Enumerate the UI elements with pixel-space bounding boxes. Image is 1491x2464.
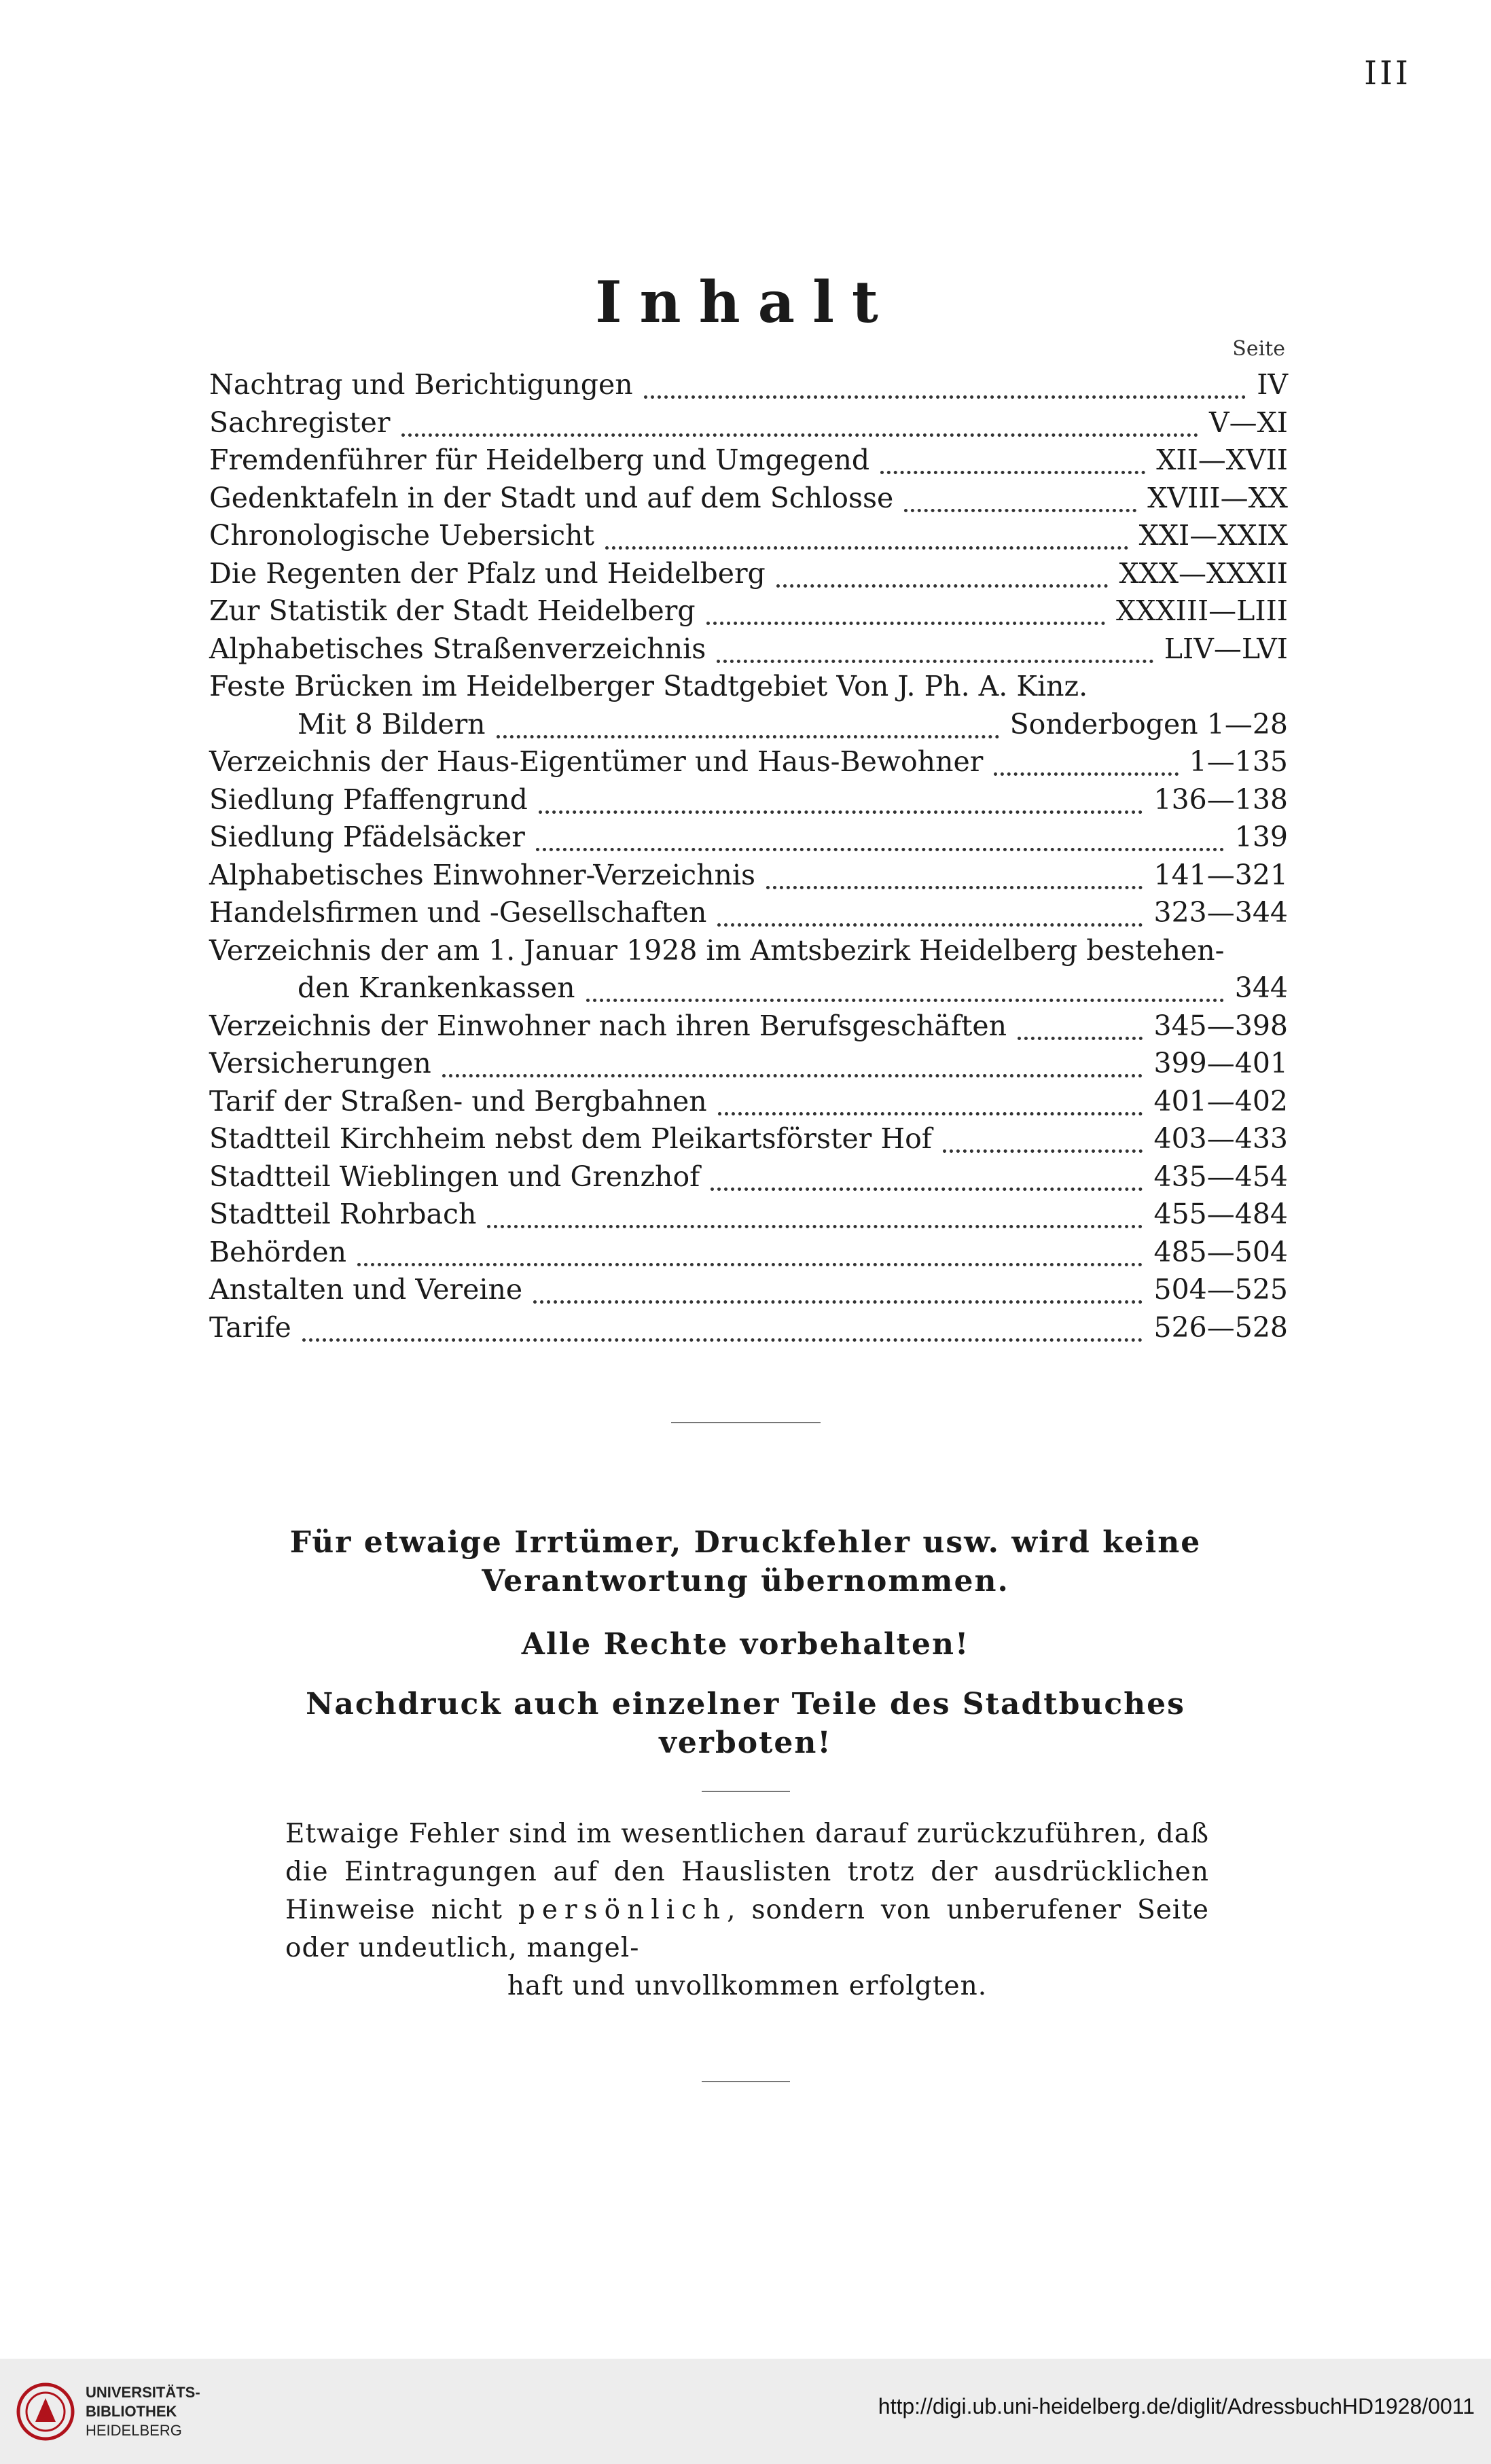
toc-entry-label: Anstalten und Vereine	[209, 1273, 523, 1306]
library-name-line: BIBLIOTHEK	[86, 2403, 177, 2420]
toc-entry-pages: XVIII—XX	[1147, 481, 1288, 514]
seite-column-label: Seite	[1232, 337, 1285, 361]
leader-dots	[994, 763, 1178, 776]
notice-line: verboten!	[659, 1726, 832, 1760]
toc-entry-label: Alphabetisches Einwohner-Verzeichnis	[209, 858, 756, 891]
toc-entry-pages: 401—402	[1153, 1084, 1288, 1118]
toc-entry-label: Die Regenten der Pfalz und Heidelberg	[209, 556, 766, 590]
toc-entry-pages: 136—138	[1153, 783, 1288, 816]
toc-entry-pages: 504—525	[1153, 1273, 1288, 1306]
toc-entry	[209, 368, 1288, 406]
leader-dots	[1018, 1027, 1143, 1040]
toc-entry	[209, 745, 1288, 783]
toc-entry	[209, 557, 1288, 595]
leader-dots	[487, 1215, 1143, 1228]
toc-entry	[209, 594, 1288, 632]
leader-dots	[536, 838, 1224, 851]
leader-dots	[717, 914, 1143, 927]
toc-entry	[209, 1236, 1288, 1274]
leader-dots	[497, 726, 999, 738]
toc-entry-pages: XXX—XXXII	[1119, 556, 1288, 590]
toc-entry-label: Siedlung Pfädelsäcker	[209, 821, 525, 853]
toc-entry	[209, 444, 1288, 482]
toc-entry-pages: 485—504	[1153, 1235, 1288, 1268]
leader-dots	[706, 612, 1105, 625]
toc-entry-label: den Krankenkassen	[298, 971, 575, 1004]
toc-entry	[209, 1311, 1288, 1349]
toc-entry-pages: Sonderbogen 1—28	[1009, 707, 1288, 740]
page-number: III	[1364, 54, 1411, 92]
toc-entry	[209, 896, 1288, 934]
toc-entry	[209, 482, 1288, 520]
toc-entry	[209, 1122, 1288, 1160]
toc-entry-label: Feste Brücken im Heidelberger Stadtgebiet Von J. Ph. A. Kinz.	[209, 670, 1088, 702]
toc-entry-label: Sachregister	[209, 406, 391, 439]
toc-entry	[209, 821, 1288, 859]
toc-entry-pages: 345—398	[1153, 1009, 1288, 1042]
toc-entry	[209, 859, 1288, 897]
leader-dots	[644, 386, 1246, 399]
source-url-link[interactable]: http://digi.ub.uni-heidelberg.de/diglit/AdressbuchHD1928/0011	[878, 2394, 1475, 2418]
toc-entry-pages: 455—484	[1153, 1198, 1288, 1230]
leader-dots	[605, 537, 1128, 550]
toc-entry-label: Behörden	[209, 1235, 346, 1268]
toc-entry-label: Verzeichnis der Einwohner nach ihren Berufsgeschäften	[209, 1009, 1007, 1042]
table-of-contents	[209, 330, 1288, 1349]
leader-dots	[776, 575, 1109, 588]
toc-entry	[209, 1160, 1288, 1198]
leader-dots	[904, 499, 1136, 512]
toc-entry	[209, 1085, 1288, 1123]
toc-entry-pages: 435—454	[1153, 1160, 1288, 1193]
toc-entry	[209, 1273, 1288, 1311]
toc-entry-pages: LIV—LVI	[1164, 632, 1288, 665]
notice-line: Für etwaige Irrtümer, Druckfehler usw. wird keine	[289, 1525, 1202, 1560]
toc-entry-label: Verzeichnis der am 1. Januar 1928 im Amtsbezirk Heidelberg bestehen-	[209, 933, 1225, 967]
toc-entry-label: Tarif der Straßen- und Bergbahnen	[209, 1084, 707, 1118]
toc-entry	[209, 519, 1288, 557]
toc-entry-label: Tarife	[209, 1310, 291, 1344]
leader-dots	[718, 1103, 1143, 1115]
toc-entry-label: Fremdenführer für Heidelberg und Umgegend	[209, 444, 870, 476]
leader-dots	[533, 1291, 1143, 1304]
toc-entry	[209, 1010, 1288, 1048]
divider	[702, 1791, 790, 1792]
disclaimer-note	[285, 1815, 1209, 2005]
toc-entry	[209, 783, 1288, 821]
leader-dots	[401, 424, 1199, 437]
toc-entry-label: Nachtrag und Berichtigungen	[209, 368, 633, 401]
leader-dots	[357, 1253, 1143, 1266]
divider	[671, 1422, 821, 1423]
library-name-line: HEIDELBERG	[86, 2422, 182, 2439]
toc-entry-pages: IV	[1257, 368, 1288, 401]
toc-entry-pages: XXXIII—LIII	[1116, 594, 1288, 627]
toc-entry	[209, 971, 1288, 1010]
leader-dots	[766, 876, 1143, 889]
leader-dots	[539, 801, 1143, 814]
toc-entry	[209, 708, 1288, 746]
toc-entry-label: Versicherungen	[209, 1047, 431, 1079]
notice-line: Nachdruck auch einzelner Teile des Stadtbuches	[306, 1687, 1185, 1721]
leader-dots	[302, 1329, 1143, 1342]
toc-entry-pages: 403—433	[1153, 1122, 1288, 1155]
note-text: , sondern von unberufener Seite oder undeutlich, mangel-	[285, 1895, 1209, 1963]
toc-entry	[209, 1198, 1288, 1236]
toc-entry-label: Stadtteil Kirchheim nebst dem Pleikartsförster Hof	[209, 1122, 932, 1155]
toc-entry-pages: 139	[1234, 821, 1288, 853]
toc-entry-label: Gedenktafeln in der Stadt und auf dem Schlosse	[209, 481, 894, 514]
leader-dots	[880, 461, 1145, 474]
leader-dots	[717, 650, 1153, 663]
note-text: Etwaige Fehler sind im wesentlichen darauf zurückzuführen, daß die Eintragungen auf den Hauslisten trotz der ausdrücklichen Hinweise nicht	[285, 1819, 1209, 1925]
toc-entry-label: Stadtteil Rohrbach	[209, 1198, 477, 1230]
library-logo[interactable]	[15, 2381, 200, 2442]
toc-entry-pages: 344	[1234, 971, 1288, 1004]
library-name	[86, 2383, 200, 2440]
note-text-last: haft und unvollkommen erfolgten.	[507, 1971, 988, 2001]
library-name-line: UNIVERSITÄTS-	[86, 2384, 200, 2401]
page-title: Inhalt	[595, 268, 896, 336]
toc-entry-pages: 141—321	[1153, 858, 1288, 891]
library-seal-icon	[15, 2381, 76, 2442]
notice-line: Verantwortung übernommen.	[482, 1564, 1009, 1599]
toc-entry-pages: XXI—XXIX	[1138, 519, 1288, 552]
toc-rows	[209, 368, 1288, 1349]
toc-entry	[209, 1047, 1288, 1085]
toc-entry-label: Siedlung Pfaffengrund	[209, 783, 528, 816]
leader-dots	[442, 1065, 1143, 1077]
note-emphasis: persönlich	[518, 1895, 727, 1925]
divider	[702, 2081, 790, 2082]
toc-entry-label: Zur Statistik der Stadt Heidelberg	[209, 594, 696, 627]
toc-entry	[209, 632, 1288, 671]
leader-dots	[586, 989, 1224, 1002]
toc-entry	[209, 406, 1288, 444]
toc-entry-pages: XII—XVII	[1156, 444, 1288, 476]
toc-entry-label: Stadtteil Wieblingen und Grenzhof	[209, 1160, 700, 1193]
toc-entry-label: Chronologische Uebersicht	[209, 519, 594, 552]
toc-entry-pages: 323—344	[1153, 896, 1288, 929]
toc-entry-label: Alphabetisches Straßenverzeichnis	[209, 632, 706, 665]
toc-entry-pages: V—XI	[1209, 406, 1288, 439]
toc-entry-label: Handelsfirmen und -Gesellschaften	[209, 896, 707, 929]
toc-entry-pages: 1—135	[1189, 745, 1288, 778]
toc-entry-label: Mit 8 Bildern	[298, 707, 486, 740]
leader-dots	[943, 1140, 1143, 1153]
toc-entry	[209, 670, 1288, 708]
toc-entry-pages: 399—401	[1153, 1047, 1288, 1079]
toc-entry	[209, 934, 1288, 972]
notice-line: Alle Rechte vorbehalten!	[521, 1627, 970, 1662]
toc-entry-pages: 526—528	[1153, 1310, 1288, 1344]
leader-dots	[711, 1178, 1143, 1191]
toc-entry-label: Verzeichnis der Haus-Eigentümer und Haus-Bewohner	[209, 745, 984, 778]
